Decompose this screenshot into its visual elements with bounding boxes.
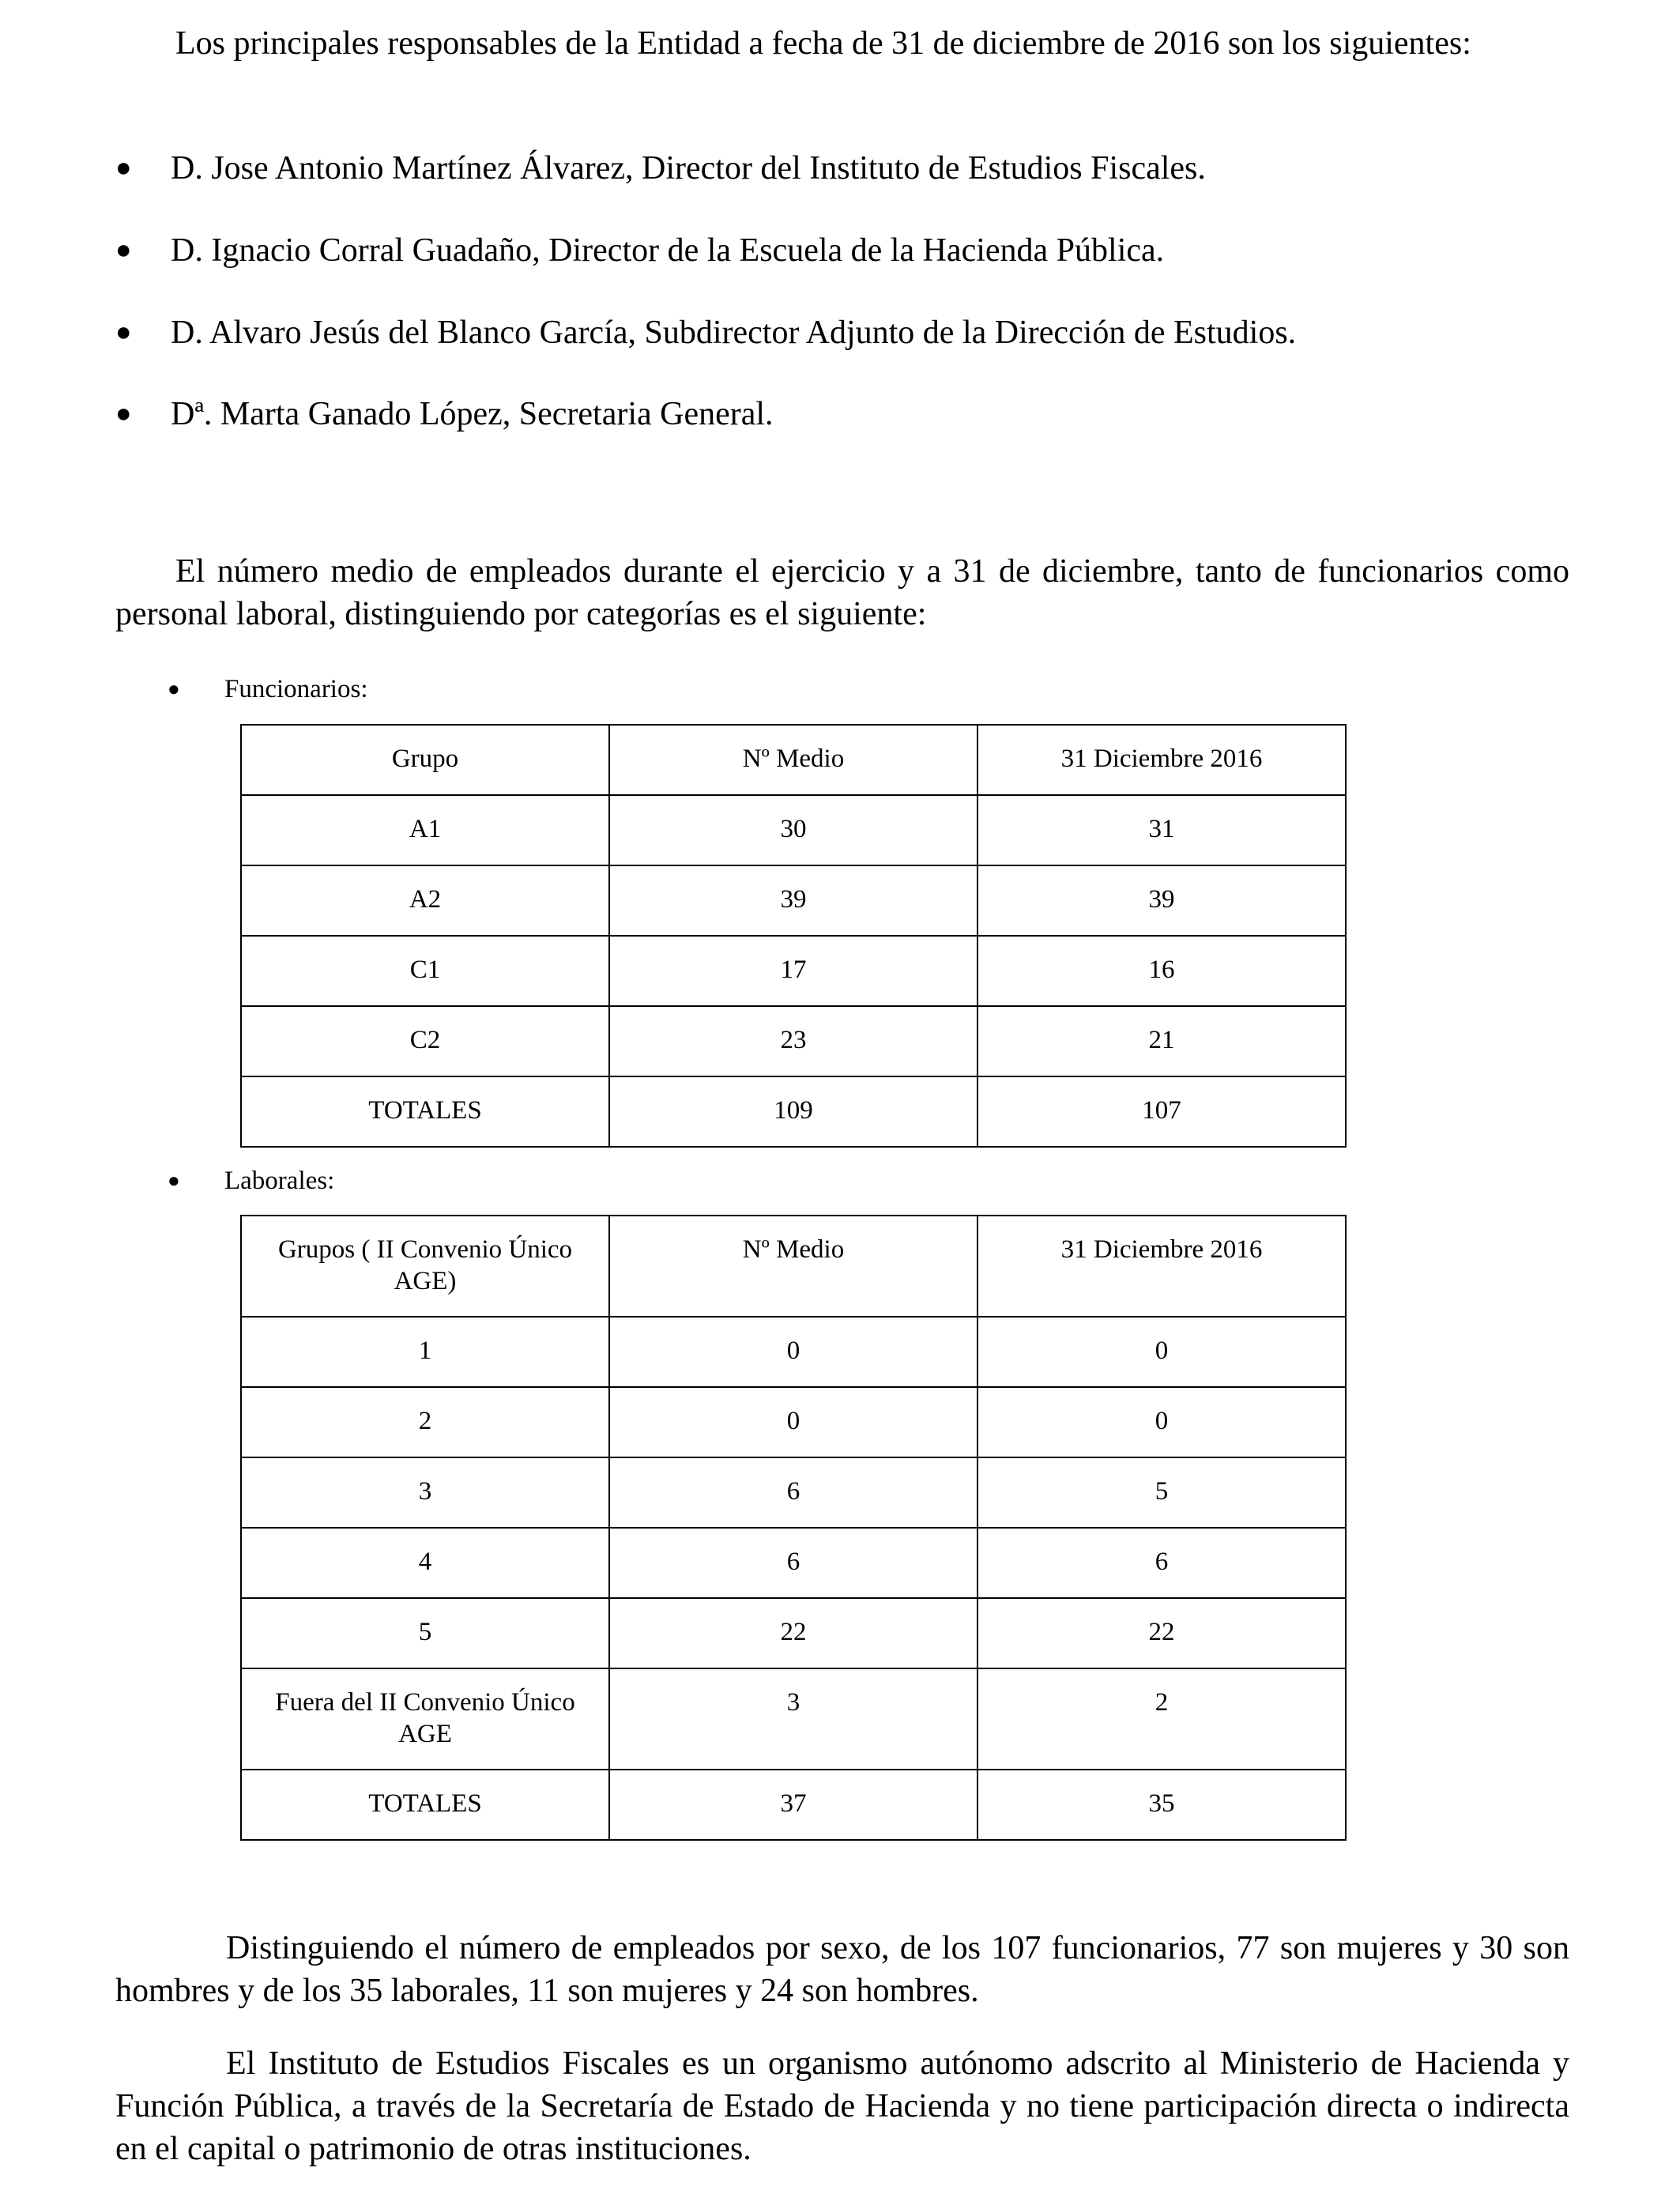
laborales-table [240, 1215, 1347, 1841]
funcionarios-label: Funcionarios: [224, 675, 368, 703]
funcionarios-table [240, 724, 1347, 1148]
table-cell: 0 [977, 1317, 1346, 1387]
table-cell: C2 [241, 1006, 609, 1076]
table-cell: A1 [241, 795, 609, 865]
instituto-paragraph: El Instituto de Estudios Fiscales es un organismo autónomo adscrito al Ministerio de Hacienda y Función Pública, a través de la Secretaría de Estado de Hacienda y no tiene participación directa o indirecta en el capital o patrimonio de otras instituciones. [115, 2045, 1569, 2167]
table-cell: 0 [977, 1387, 1346, 1457]
intro-paragraph: Los principales responsables de la Entidad a fecha de 31 de diciembre de 2016 son los siguientes: [175, 25, 1471, 62]
table-cell: 6 [609, 1528, 977, 1598]
responsable-text: D. Jose Antonio Martínez Álvarez, Director del Instituto de Estudios Fiscales. [171, 150, 1206, 187]
table-total-row [241, 1076, 1346, 1147]
table-cell: C1 [241, 936, 609, 1006]
responsable-text: D. Ignacio Corral Guadaño, Director de la Escuela de la Hacienda Pública. [171, 232, 1165, 269]
laborales-label: Laborales: [224, 1167, 335, 1195]
table-cell: TOTALES [241, 1076, 609, 1147]
header-cell: Nº Medio [609, 725, 977, 795]
table-cell: 2 [977, 1668, 1346, 1770]
table-header-row [241, 725, 1346, 795]
table-row [241, 1668, 1346, 1770]
table-cell: 22 [609, 1598, 977, 1668]
table-cell: 21 [977, 1006, 1346, 1076]
table-cell: 16 [977, 936, 1346, 1006]
empleados-paragraph: El número medio de empleados durante el ejercicio y a 31 de diciembre, tanto de funcionarios como personal laboral, distinguiendo por categorías es el siguiente: [115, 553, 1569, 632]
table-row [241, 1598, 1346, 1668]
table-cell: 5 [241, 1598, 609, 1668]
table-cell: 5 [977, 1457, 1346, 1528]
table-cell: 35 [977, 1770, 1346, 1840]
table-cell: 23 [609, 1006, 977, 1076]
table-cell: 2 [241, 1387, 609, 1457]
table-cell: 39 [977, 865, 1346, 936]
header-cell: Grupo [241, 725, 609, 795]
table-total-row [241, 1770, 1346, 1840]
table-cell: 30 [609, 795, 977, 865]
table-cell: 0 [609, 1387, 977, 1457]
bullet-icon: ● [115, 153, 132, 183]
table-cell: 109 [609, 1076, 977, 1147]
table-cell: 22 [977, 1598, 1346, 1668]
table-cell: A2 [241, 865, 609, 936]
bullet-icon: ● [168, 677, 180, 700]
table-row [241, 1457, 1346, 1528]
table-cell: 39 [609, 865, 977, 936]
bullet-icon: ● [115, 318, 132, 347]
table-row [241, 1387, 1346, 1457]
table-header-row [241, 1216, 1346, 1317]
table-cell: 4 [241, 1528, 609, 1598]
table-cell: 1 [241, 1317, 609, 1387]
table-cell: 0 [609, 1317, 977, 1387]
table-cell: 3 [241, 1457, 609, 1528]
responsable-text: Dª. Marta Ganado López, Secretaria General. [171, 396, 774, 432]
table-cell: 17 [609, 936, 977, 1006]
table-cell: 37 [609, 1770, 977, 1840]
header-cell: Grupos ( II Convenio Único AGE) [241, 1216, 609, 1317]
table-cell: 6 [609, 1457, 977, 1528]
table-row [241, 936, 1346, 1006]
bullet-icon: ● [168, 1169, 180, 1192]
header-cell: 31 Diciembre 2016 [977, 725, 1346, 795]
table-cell: Fuera del II Convenio Único AGE [241, 1668, 609, 1770]
bullet-icon: ● [115, 399, 132, 428]
table-cell: 31 [977, 795, 1346, 865]
table-cell: TOTALES [241, 1770, 609, 1840]
table-row [241, 1317, 1346, 1387]
table-row [241, 795, 1346, 865]
table-row [241, 1006, 1346, 1076]
table-cell: 107 [977, 1076, 1346, 1147]
table-cell: 3 [609, 1668, 977, 1770]
header-cell: Nº Medio [609, 1216, 977, 1317]
table-row [241, 1528, 1346, 1598]
sexo-paragraph: Distinguiendo el número de empleados por sexo, de los 107 funcionarios, 77 son mujeres y 30 son hombres y de los 35 laborales, 11 son mujeres y 24 son hombres. [115, 1930, 1569, 2009]
table-cell: 6 [977, 1528, 1346, 1598]
responsable-text: D. Alvaro Jesús del Blanco García, Subdirector Adjunto de la Dirección de Estudios. [171, 315, 1297, 351]
table-row [241, 865, 1346, 936]
header-cell: 31 Diciembre 2016 [977, 1216, 1346, 1317]
bullet-icon: ● [115, 236, 132, 265]
